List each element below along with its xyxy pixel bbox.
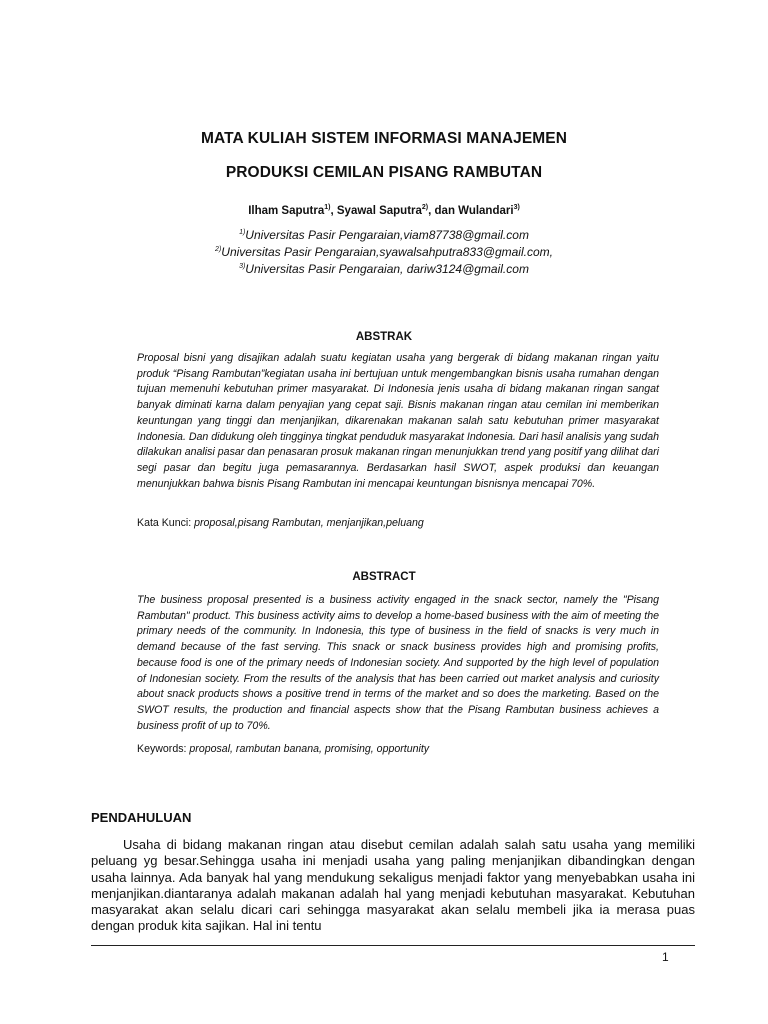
pendahuluan-paragraph: Usaha di bidang makanan ringan atau disebut cemilan adalah salah satu usaha yang memiliki peluang yg besar.Sehingga usaha ini menjadi usaha yang paling menjanjikan dibandingkan dengan usaha lainnya. Ada banyak hal yang mendukung sekaligus menjadi faktor yang menyebabkan usaha ini menjanjikan.diantaranya adalah makanan adalah hal yang menjadi kebutuhan masyarakat. Kebutuhan masyarakat akan selalu dicari cari sehingga masyarakat akan selalu membeli jika ia merasa puas dengan produk kita sajikan. Hal ini tentu: [91, 837, 695, 934]
affiliation-superscript: 2): [215, 246, 222, 253]
abstract-paragraph: The business proposal presented is a business activity engaged in the snack sector, namely the "Pisang Rambutan" product. This business activity aims to develop a home-based business with the aim of meeting the primary needs of the community. In Indonesia, this type of business in the field of snacks is very much in demand because of the fast serving. This snack or snack business provides high and promising profits, because food is one of the primary needs of Indonesian society. And supported by the high level of population of Indonesian society. From the results of the analysis that has been carried out market analysis and curiosity about snack products shows a positive trend in terms of the market and so does the marketing. Based on the SWOT results, the production and financial aspects show that the Pisang Rambutan business achieves a business profit of up to 70%.: [137, 594, 659, 732]
author-superscript: 3): [513, 204, 520, 212]
abstrak-paragraph: Proposal bisni yang disajikan adalah suatu kegiatan usaha yang bergerak di bidang makanan ringan yaitu produk “Pisang Rambutan”kegiatan usaha ini bertujuan untuk mengembangkan bisnis usaha rumahan dengan tujuan memenuhi kebutuhan primer masyarakat. Di Indonesia jenis usaha di bidang makanan ringan sangat banyak diminati karna dalam penyajian yang cepat saji. Bisnis makanan ringan atau cemilan ini memberikan keuntungan yang tinggi dan menjanjikan, dikarenakan makanan salah satu kebutuhan primer masyarakat Indonesia. Dan didukung oleh tingginya tingkat penduduk masyarakat Indonesia. Dari hasil analisis yang sudah dilakukan analisi pasar dan penasaran prosuk makanan ringan menunjukkan trend yang positif yang dilihat dari segi pasar dan begitu juga pemasarannya. Berdasarkan hasil SWOT, aspek produksi dan keuangan menunjukkan bahwa bisnis Pisang Rambutan ini mencapai keuntungan bisnisnya mencapai 70%.: [137, 352, 659, 490]
affiliation: [0, 243, 768, 261]
author-separator: , dan: [428, 205, 459, 217]
author-list: [0, 205, 768, 217]
footer-rule: [91, 945, 695, 946]
author-separator: ,: [330, 205, 337, 217]
abstrak-heading: ABSTRAK: [355, 331, 413, 343]
pendahuluan-heading: PENDAHULUAN: [91, 810, 192, 825]
affiliation: [0, 260, 768, 278]
author-name: Syawal Saputra: [336, 205, 422, 217]
kata-kunci-label: Kata Kunci:: [137, 517, 195, 529]
author-superscript: 1): [324, 204, 331, 212]
affiliation-text: Universitas Pasir Pengaraian,viam87738@gmail.com: [245, 228, 529, 242]
keywords-value: proposal, rambutan banana, promising, opportunity: [189, 743, 430, 755]
kata-kunci-value: proposal,pisang Rambutan, menjanjikan,peluang: [194, 517, 424, 529]
kata-kunci-line: [137, 517, 424, 529]
affiliation-superscript: 3): [239, 263, 246, 270]
title-line-1: MATA KULIAH SISTEM INFORMASI MANAJEMEN: [200, 130, 568, 147]
title-line-2: PRODUKSI CEMILAN PISANG RAMBUTAN: [225, 164, 543, 181]
affiliation-text: Universitas Pasir Pengaraian, dariw3124@gmail.com: [245, 262, 529, 276]
keywords-line: [137, 743, 429, 755]
keywords-label: Keywords:: [137, 743, 190, 755]
author-name: Ilham Saputra: [248, 205, 325, 217]
author-superscript: 2): [421, 204, 429, 212]
affiliation: [0, 226, 768, 244]
page-number: 1: [662, 950, 669, 964]
affiliation-superscript: 1): [239, 229, 246, 236]
abstract-heading: ABSTRACT: [352, 571, 416, 583]
affiliation-text: Universitas Pasir Pengaraian,syawalsahputra833@gmail.com,: [221, 245, 553, 259]
author-name: Wulandari: [458, 205, 514, 217]
